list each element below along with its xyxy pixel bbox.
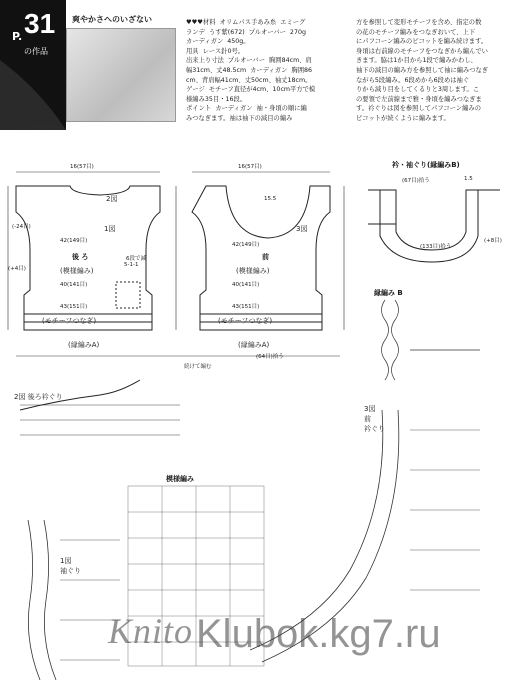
page-number: 31 [24, 8, 56, 39]
front-edge: (縁編みA) [238, 341, 270, 349]
back-dec-note: 6段で減 [126, 256, 146, 262]
instructions-text: 方を参照して変形モチーフを含め、指定の数 の花のモチーフ編みをつなぎおいて、上下 にパフコーン編みのピコットを編み続けます。 身頃は右前線のモチーフをつなぎから編んでい きます。脇は1か目から1段で編みかわし、 袖下の減目の編み方を参照して袖に編みつなぎ ながら5段編み。6段めから6段めは袖ぐ りから減り目をしてくるりと3周します。こ の要領で左前線まで雅・身頃を編みつなぎま す。衿ぐりは図を参照してパフコーン編みの ピコットが続くように編みます。 [356, 19, 489, 122]
collar-stitch-3: (+8目) [484, 238, 502, 244]
photo-title: 爽やかさへのいざない [72, 15, 152, 24]
front-neck-depth: 15.5 [264, 196, 277, 202]
front-join: 続けて編む [184, 364, 212, 370]
collar-stitch-2: (133目)拾う [420, 244, 452, 250]
back-side-dec: (-24目) [12, 224, 31, 230]
model-photo [66, 28, 176, 122]
back-subtitle: (模様編み) [60, 267, 94, 275]
front-title: 前 [262, 253, 269, 261]
back-fig1: 1図 [104, 225, 116, 233]
armhole-chart [28, 520, 120, 680]
front-piece-outline [192, 186, 330, 330]
back-side-inc: (+4目) [8, 266, 26, 272]
back-width-2: 40(141目) [60, 282, 88, 288]
front-pick: (64目)拾う [256, 354, 284, 360]
front-motif: (モチーフつなぎ) [218, 317, 273, 325]
back-width-1: 42(149目) [60, 238, 88, 244]
front-fig3: 3図 [296, 225, 308, 233]
materials-text: ♥♥♥材料 オリムパス手あみ糸 エミーグ ランデ うす紫(672) プルオーバー 270g カーディガン 450g。 用具 レース針0号。 出来上り寸法 プルオーバー 胸囲84cm、肩 幅31cm、丈48.5cm カーディガン 胸囲86 cm、背肩幅41cm、丈50cm、袖丈18cm。 ゲージ モチーフ直径が4cm、10cm平方で模 様編み35目・16段。 ポイント カーディガン 袖・身頃の順に編 みつなぎます。袖は袖下の減目の編み [186, 19, 316, 122]
collar-diagram [368, 190, 500, 262]
front-width-2: 40(141目) [232, 282, 260, 288]
edging-b-chart [382, 300, 481, 380]
collar-title: 衿・袖ぐり(縁編みB) [392, 161, 460, 169]
back-width-3: 43(151目) [60, 304, 88, 310]
back-fig2: 2図 [106, 195, 118, 203]
watermark-left: Knito [108, 611, 194, 651]
front-subtitle: (模様編み) [236, 267, 270, 275]
front-width-3: 43(151目) [232, 304, 260, 310]
collar-width: 1.5 [464, 176, 473, 182]
page-sub-label: の作品 [24, 47, 48, 56]
front-width-1: 42(149目) [232, 242, 260, 248]
collar-stitch-1: (67目)拾う [402, 178, 430, 184]
chart-front-neck-title: 3図 前 衿ぐり [364, 405, 385, 433]
dimension-lines [8, 172, 344, 356]
chart-armhole-title: 1図 袖ぐり [60, 557, 81, 575]
front-width-top: 16(57目) [238, 164, 262, 170]
back-motif: (モチーフつなぎ) [42, 317, 97, 325]
back-title: 後 ろ [72, 253, 89, 261]
back-width-top: 16(57目) [70, 164, 94, 170]
back-edge: (縁編みA) [68, 341, 100, 349]
watermark-right: Klubok.kg7.ru [196, 612, 441, 656]
credit-label: エミーグランデ [20, 125, 56, 131]
chart-pattern-title: 模様編み [166, 475, 194, 483]
back-neck-chart [20, 380, 180, 435]
chart-back-neck-title: 2図 後ろ衿ぐり [14, 393, 63, 401]
back-pick-note: 5-1-1 [124, 262, 139, 268]
page-prefix: P. [12, 30, 23, 43]
edging-b-title: 縁編み B [374, 289, 403, 297]
